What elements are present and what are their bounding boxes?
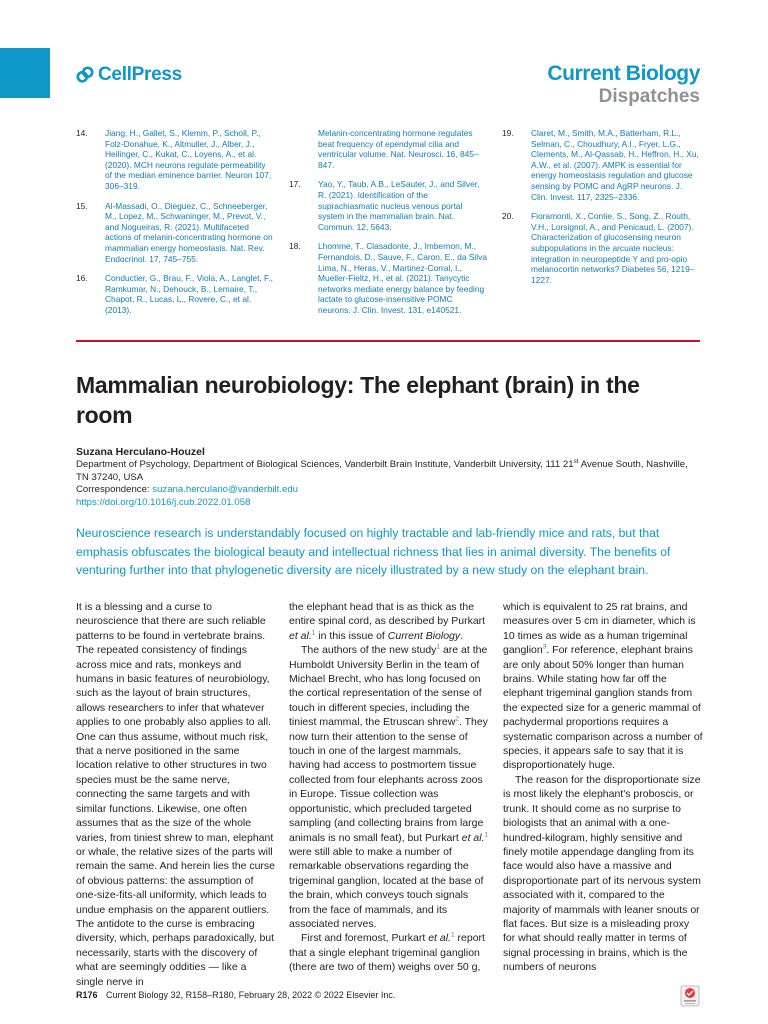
publisher-logo[interactable]	[76, 64, 182, 86]
reference-column-3	[502, 128, 700, 294]
reference-item[interactable]: 14. Jiang, H., Gallet, S., Klemm, P., Scholl, P., Folz-Donahue, K., Altmuller, J., Alber, J., Heilinger, C., Kukat, C., Loyens, A., et al. (2020). MCH neurons regulate permeability of the median eminence barrier. Neuron 107, 306–319.	[76, 128, 272, 191]
affiliation-block	[76, 459, 700, 509]
citation-link[interactable]: 2	[455, 715, 459, 723]
section-name: Dispatches	[598, 86, 700, 107]
paragraph: It is a blessing and a curse to neuroscience that there are such reliable patterns to be found in vertebrate brains. The repeated consistency of findings across mice and rats, monkeys and humans in basic features of neurobiology, such as the layout of brain structures, allows researchers to infer that whatever applies to one probably also applies to all. One can thus assume, without much risk, that a nerve positioned in the same location relative to other structures in two species must be the same nerve, connecting the same targets and with similar functions. Likewise, one often assumes that as the size of the whole varies, from tiniest shrew to man, elephant or whale, the relative sizes of the parts will remain the same. And herein lies the curse of obvious patterns: the assumption of one-size-fits-all uniformity, which leads to undue emphasis on the apparent outliers. The antidote to the curse is embracing diversity, which, perhaps paradoxically, but necessarily, starts with the discovery of what are seemingly oddities — like a single nerve in	[76, 601, 276, 988]
reference-item[interactable]: 17. Yao, Y., Taub, A.B., LeSauter, J., and Silver, R. (2021). Identification of the suprachiasmatic nucleus venous portal system in the mammalian brain. Nat. Commun. 12, 5643.	[289, 179, 480, 232]
reference-item[interactable]: 19. Claret, M., Smith, M.A., Batterham, R.L., Selman, C., Choudhury, A.I., Fryer, L.G., Clements, M., Al-Qassab, H., Heffron, H., Xu, A.W., et al. (2007). AMPK is essential for energy homeostasis regulation and glucose sensing by POMC and AgRP neurons. J. Clin. Invest. 117, 2325–2336.	[502, 128, 699, 202]
reference-column-2	[289, 128, 487, 325]
correspondence: Correspondence: suzana.herculano@vanderbilt.edu	[76, 484, 299, 496]
email-link[interactable]: suzana.herculano@vanderbilt.edu	[152, 484, 299, 496]
citation-link[interactable]: 1	[436, 643, 441, 651]
reference-list	[76, 128, 700, 328]
author-name: Suzana Herculano-Houzel	[76, 446, 205, 458]
body-column-1	[76, 600, 276, 989]
paragraph: The authors of the new study$^1$ are at the Humboldt University Berlin in the team of Michael Brecht, who has long focused on the cortical representation of the sense of touch in different species, including the tiniest mammal, the Etruscan shrew$^2$. They now turn their attention to the sense of touch in one of the largest mammals, having had access to postmortem tissue collected from four elephants across zoos in Europe. Tissue collection was opportunistic, which precluded targeted sampling (and collecting brains from large animals is no small feat), but Purkart et al.$^1$ were still able to make a number of remarkable observations regarding the trigeminal ganglion, located at the base of the brain, which conveys touch signals from the face of mammals, and its associated nerves.	[289, 643, 489, 930]
journal-header	[547, 62, 700, 108]
page-footer	[76, 990, 395, 1000]
citation-link[interactable]: 1	[484, 831, 489, 838]
paragraph: First and foremost, Purkart et al.$^1$ report that a single elephant trigeminal ganglion (there are two of them) weighs over 50 g,	[289, 931, 485, 974]
reference-item[interactable]: 20. Fioramonti, X., Contie, S., Song, Z., Routh, V.H., Lorsignol, A., and Penicaud, L. (2007). Characterization of glucosensing neuron subpopulations in the arcuate nucleus: integration in neuropeptide Y and pro-opio melanocortin networks? Diabetes 56, 1219–1227.	[502, 211, 695, 285]
journal-citation: Current Biology 32, R158–R180, February 28, 2022 © 2022 Elsevier Inc.	[106, 990, 396, 1000]
reference-item[interactable]: Melanin-concentrating hormone regulates beat frequency of ependymal cilia and ventricular volume. Nat. Neurosci. 16, 845–847.	[318, 128, 479, 170]
paragraph: The reason for the disproportionate size is most likely the elephant's proboscis, or trunk. It should come as no surprise to biologists that an animal with a one-hundred-kilogram, highly sensitive and finely motile appendage dangling from its face would also have a massive and disproportionate part of its nervous system associated with it, compared to the majority of mammals with leaner snouts or flat faces. But size is a misleading proxy for what should really matter in terms of signal processing in brains, which is the numbers of neurons	[503, 773, 701, 974]
citation-link[interactable]: 1	[450, 931, 455, 939]
doi-link[interactable]: https://doi.org/10.1016/j.cub.2022.01.058	[76, 496, 251, 508]
page-number: R176	[76, 990, 98, 1000]
affiliation: Department of Psychology, Department of Biological Sciences, Vanderbilt Brain Institute, Vanderbilt University, 111 21st Avenue South, Nashville, TN 37240, USA	[76, 457, 688, 483]
journal-name: Current Biology	[547, 62, 700, 85]
article-title: Mammalian neurobiology: The elephant (brain) in the room	[76, 372, 640, 428]
reference-item[interactable]: 15. Al-Massadi, O., Dieguez, C., Schneeberger, M., Lopez, M., Schwaninger, M., Prevot, V., and Nogueiras, R. (2021). Multifaceted actions of melanin-concentrating hormone on mammalian energy homeostasis. Nat. Rev. Endocrinol. 17, 745–755.	[76, 200, 273, 264]
cellpress-logo-icon	[76, 66, 94, 84]
reference-item[interactable]: 16. Conductier, G., Brau, F., Viola, A., Langlet, F., Ramkumar, N., Dehouck, B., Lemaire, T., Chapot, R., Lucas, L., Rovere, C., et al. (2013).	[76, 273, 273, 315]
paragraph: which is equivalent to 25 rat brains, and measures over 5 cm in diameter, which is 10 times as wide as a human trigeminal ganglion$^3$. For reference, elephant brains are only about 50% longer than human brains. While stating how far off the elephant trigeminal ganglion stands from the expected size for a generic mammal of pachydermal proportions requires a systematic comparison across a number of species, it appears safe to say that it is disproportionately huge.	[503, 601, 703, 772]
reference-column-1	[76, 128, 274, 325]
section-divider	[76, 340, 700, 342]
check-for-updates-icon[interactable]	[680, 985, 700, 1007]
publisher-name: CellPress	[98, 64, 182, 85]
header-color-block	[0, 48, 50, 98]
citation-link[interactable]: 3	[542, 643, 547, 651]
paragraph: the elephant head that is as thick as the entire spinal cord, as described by Purkart et al.$^1$ in this issue of Current Biology.	[289, 601, 486, 642]
reference-item[interactable]: 18. Lhomme, T., Clasadonte, J., Imbernon, M., Fernandois, D., Sauve, F., Caron, E., da Silva Lima, N., Heras, V., Martinez-Corral, I., Mueller-Fieltz, H., et al. (2021). Tanycytic networks mediate energy balance by feeding lactate to glucose-insensitive POMC neurons. J. Clin. Invest. 131, e140521.	[289, 241, 487, 315]
citation-link[interactable]: 1	[311, 629, 316, 637]
body-column-3	[503, 600, 703, 975]
abstract: Neuroscience research is understandably focused on highly tractable and lab-friendly mice and rats, but that emphasis obfuscates the biological beauty and intellectual richness that lies in animal diversity. The benefits of venturing further into that phylogenetic diversity are nicely illustrated by a new study on the elephant brain.	[76, 526, 671, 577]
body-column-2	[289, 600, 489, 975]
